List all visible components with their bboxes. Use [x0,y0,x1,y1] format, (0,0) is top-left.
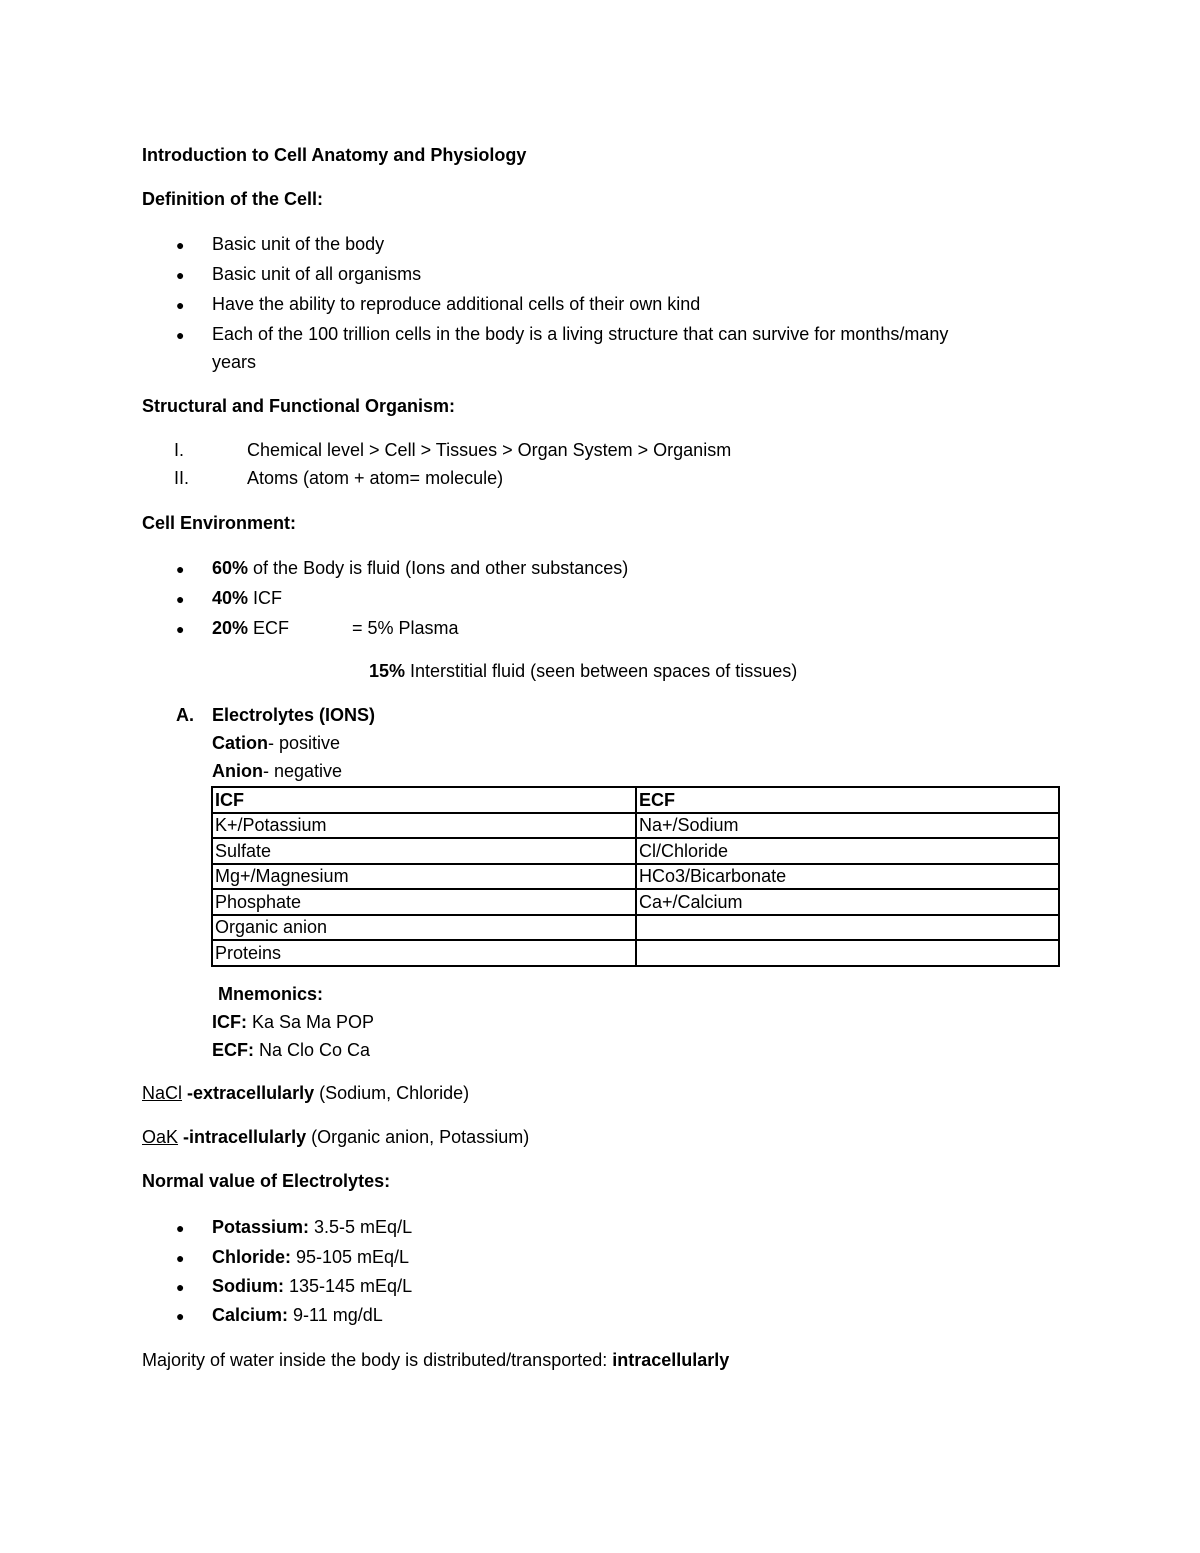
document-title: Introduction to Cell Anatomy and Physiology [142,145,527,165]
table-header-row [212,787,1059,813]
table-row [212,838,1059,864]
normal-value-item: Potassium: 3.5-5 mEq/L [212,1217,413,1237]
normal-value-item: Sodium: 135-145 mEq/L [212,1276,413,1296]
structural-heading: Structural and Functional Organism: [142,396,456,416]
table-cell: HCo3/Bicarbonate [636,864,1059,890]
bullet-icon: ● [176,267,185,283]
table-row [212,940,1059,966]
table-cell: Sulfate [212,838,636,864]
electrolytes-heading: Electrolytes (IONS) [212,705,376,725]
cation-line: Cation- positive [212,733,341,753]
bullet-icon: ● [176,621,185,637]
table-cell: Phosphate [212,889,636,915]
definition-heading: Definition of the Cell: [142,189,323,209]
definition-bullet: Basic unit of the body [212,234,385,254]
interstitial-line: 15% Interstitial fluid (seen between spaces of tissues) [369,661,798,681]
definition-bullet: Each of the 100 trillion cells in the body is a living structure that can survive for months/many [212,324,949,344]
bullet-icon: ● [176,1308,185,1324]
list-number: I. [174,440,185,460]
definition-bullet: Have the ability to reproduce additional cells of their own kind [212,294,701,314]
environment-bullet: 20% ECF [212,618,290,638]
table-cell: Organic anion [212,915,636,941]
table-cell [636,915,1059,941]
bullet-icon: ● [176,561,185,577]
table-cell: Ca+/Calcium [636,889,1059,915]
environment-bullet: 60% of the Body is fluid (Ions and other substances) [212,558,629,578]
section-label: A. [176,705,194,725]
table-header-cell: ECF [636,787,1059,813]
bullet-icon: ● [176,1220,185,1236]
definition-bullet-continuation: years [212,352,257,372]
bullet-icon: ● [176,1250,185,1266]
table-row [212,915,1059,941]
list-number: II. [174,468,190,488]
table-cell: Cl/Chloride [636,838,1059,864]
bullet-icon: ● [176,237,185,253]
table-row [212,864,1059,890]
definition-bullet: Basic unit of all organisms [212,264,422,284]
environment-bullet: 40% ICF [212,588,283,608]
plasma-value: = 5% Plasma [352,618,459,638]
structural-item: Atoms (atom + atom= molecule) [247,468,504,488]
normal-values-heading: Normal value of Electrolytes: [142,1171,391,1191]
majority-line: Majority of water inside the body is distributed/transported: intracellularly [142,1350,730,1370]
table-cell: Mg+/Magnesium [212,864,636,890]
nacl-line: NaCl -extracellularly (Sodium, Chloride) [142,1083,470,1103]
bullet-icon: ● [176,327,185,343]
normal-value-item: Chloride: 95-105 mEq/L [212,1247,410,1267]
bullet-icon: ● [176,297,185,313]
table-cell: K+/Potassium [212,813,636,839]
icf-mnemonic: ICF: Ka Sa Ma POP [212,1012,375,1032]
ecf-mnemonic: ECF: Na Clo Co Ca [212,1040,371,1060]
table-header-cell: ICF [212,787,636,813]
table-row [212,813,1059,839]
bullet-icon: ● [176,1279,185,1295]
mnemonics-heading: Mnemonics: [218,984,324,1004]
anion-line: Anion- negative [212,761,343,781]
structural-item: Chemical level > Cell > Tissues > Organ System > Organism [247,440,732,460]
oak-line: OaK -intracellularly (Organic anion, Potassium) [142,1127,530,1147]
table-row [212,889,1059,915]
table-cell [636,940,1059,966]
table-cell: Proteins [212,940,636,966]
table-cell: Na+/Sodium [636,813,1059,839]
electrolytes-table [211,786,1060,967]
environment-heading: Cell Environment: [142,513,297,533]
bullet-icon: ● [176,591,185,607]
normal-value-item: Calcium: 9-11 mg/dL [212,1305,383,1325]
